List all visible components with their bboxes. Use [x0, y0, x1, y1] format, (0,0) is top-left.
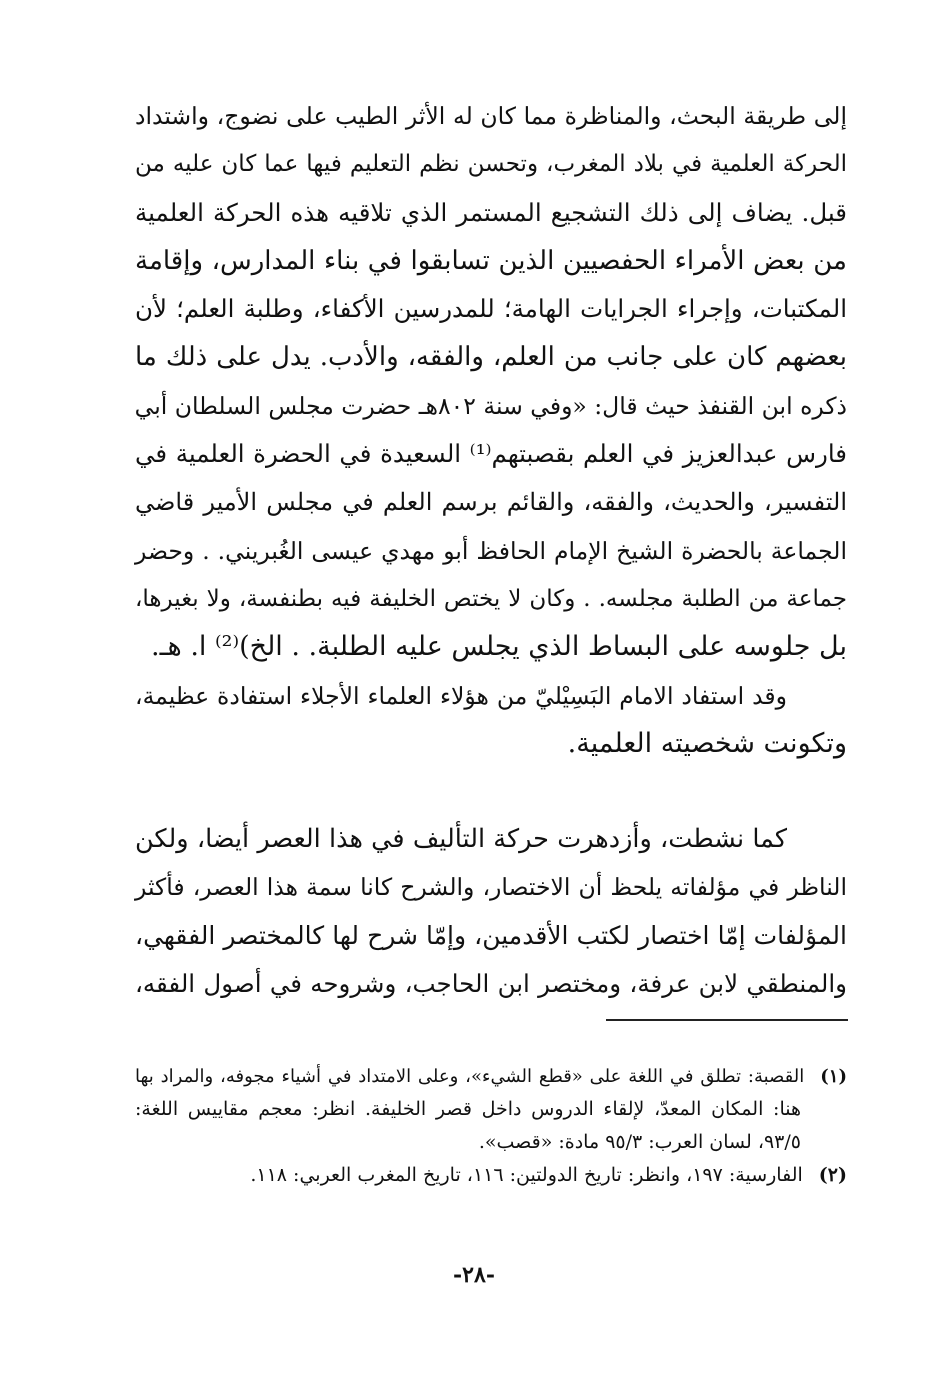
footnote-text: القصبة: تطلق في اللغة على «قطع الشيء»، وعلى الامتداد في أشياء مجوفه، والمراد بها — [135, 1066, 805, 1087]
text-line: جماعة من الطلبة مجلسه. . وكان لا يختص الخليفة فيه بطنفسة، ولا بغيرها، — [135, 585, 847, 612]
text-line: كما نشطت، وأزدهرت حركة التأليف في هذا العصر أيضا، ولكن — [135, 824, 787, 854]
text-line: الناظر في مؤلفاته يلحظ أن الاختصار، والشرح كانا سمة هذا العصر، فأكثر — [135, 873, 847, 902]
paragraph-1 — [135, 92, 847, 768]
text-line: الحركة العلمية في بلاد المغرب، وتحسن نظم التعليم فيها عما كان عليه من — [135, 151, 847, 178]
text-line: بل جلوسه على البساط الذي يجلس عليه الطلبة. . الخ)⁽²⁾ ا. هـ. — [151, 631, 847, 663]
footnote-2 — [135, 1159, 847, 1192]
text-line: قبل. يضاف إلى ذلك التشجيع المستمر الذي تلاقيه هذه الحركة العلمية — [135, 197, 847, 227]
footnote-divider — [606, 1019, 848, 1021]
text-line: وتكونت شخصيته العلمية. — [567, 727, 847, 759]
paragraph-2 — [135, 815, 847, 1008]
footnotes — [135, 1060, 847, 1192]
text-line: الجماعة بالحضرة الشيخ الإمام الحافظ أبو مهدي عيسى الغُبريني. . وحضر — [135, 536, 847, 565]
text-line: إلى طريقة البحث، والمناظرة مما كان له الأثر الطيب على نضوج، واشتداد — [135, 102, 847, 130]
text-line: فارس عبدالعزيز في العلم بقصبتهم⁽¹⁾ السعيدة في الحضرة العلمية في — [135, 439, 847, 469]
footnote-1-continuation: ٩٣/٥، لسان العرب: ٩٥/٣ مادة: «قصب». — [478, 1131, 801, 1153]
text-line: المؤلفات إمّا اختصار لكتب الأقدمين، وإمّا شرح لها كالمختصر الفقهي، — [135, 920, 847, 950]
text-line: التفسير، والحديث، والفقه، والقائم برسم العلم في مجلس الأمير قاضي — [135, 488, 847, 517]
footnote-number: (٢) — [818, 1164, 847, 1186]
footnote-text: الفارسية: ١٩٧، وانظر: تاريخ الدولتين: ١١٦، تاريخ المغرب العربي: ١١٨. — [250, 1164, 803, 1186]
footnote-1 — [135, 1060, 847, 1093]
text-line: وقد استفاد الامام البَسِيْليّ من هؤلاء العلماء الأجلاء استفادة عظيمة، — [135, 681, 787, 710]
footnote-number: (١) — [820, 1066, 847, 1087]
text-line: بعضهم كان على جانب من العلم، والفقه، والأدب. يدل على ذلك ما — [135, 342, 847, 373]
footnote-1-continuation: هنا: المكان المعدّ، لإلقاء الدروس داخل قصر الخليفة. انظر: معجم مقاييس اللغة: — [135, 1098, 801, 1120]
text-line: ذكره ابن القنفذ حيث قال: «وفي سنة ٨٠٢هـ حضرت مجلس السلطان أبي — [134, 391, 847, 420]
text-line: والمنطقي لابن عرفة، ومختصر ابن الحاجب، وشروحه في أصول الفقه، — [135, 968, 847, 998]
page-number: -٢٨- — [453, 1262, 495, 1288]
text-line: المكتبات، وإجراء الجرايات الهامة؛ للمدرسين الأكفاء، وطلبة العلم؛ لأن — [135, 294, 847, 324]
text-line: من بعض الأمراء الحفصيين الذين تسابقوا في بناء المدارس، وإقامة — [135, 245, 847, 276]
